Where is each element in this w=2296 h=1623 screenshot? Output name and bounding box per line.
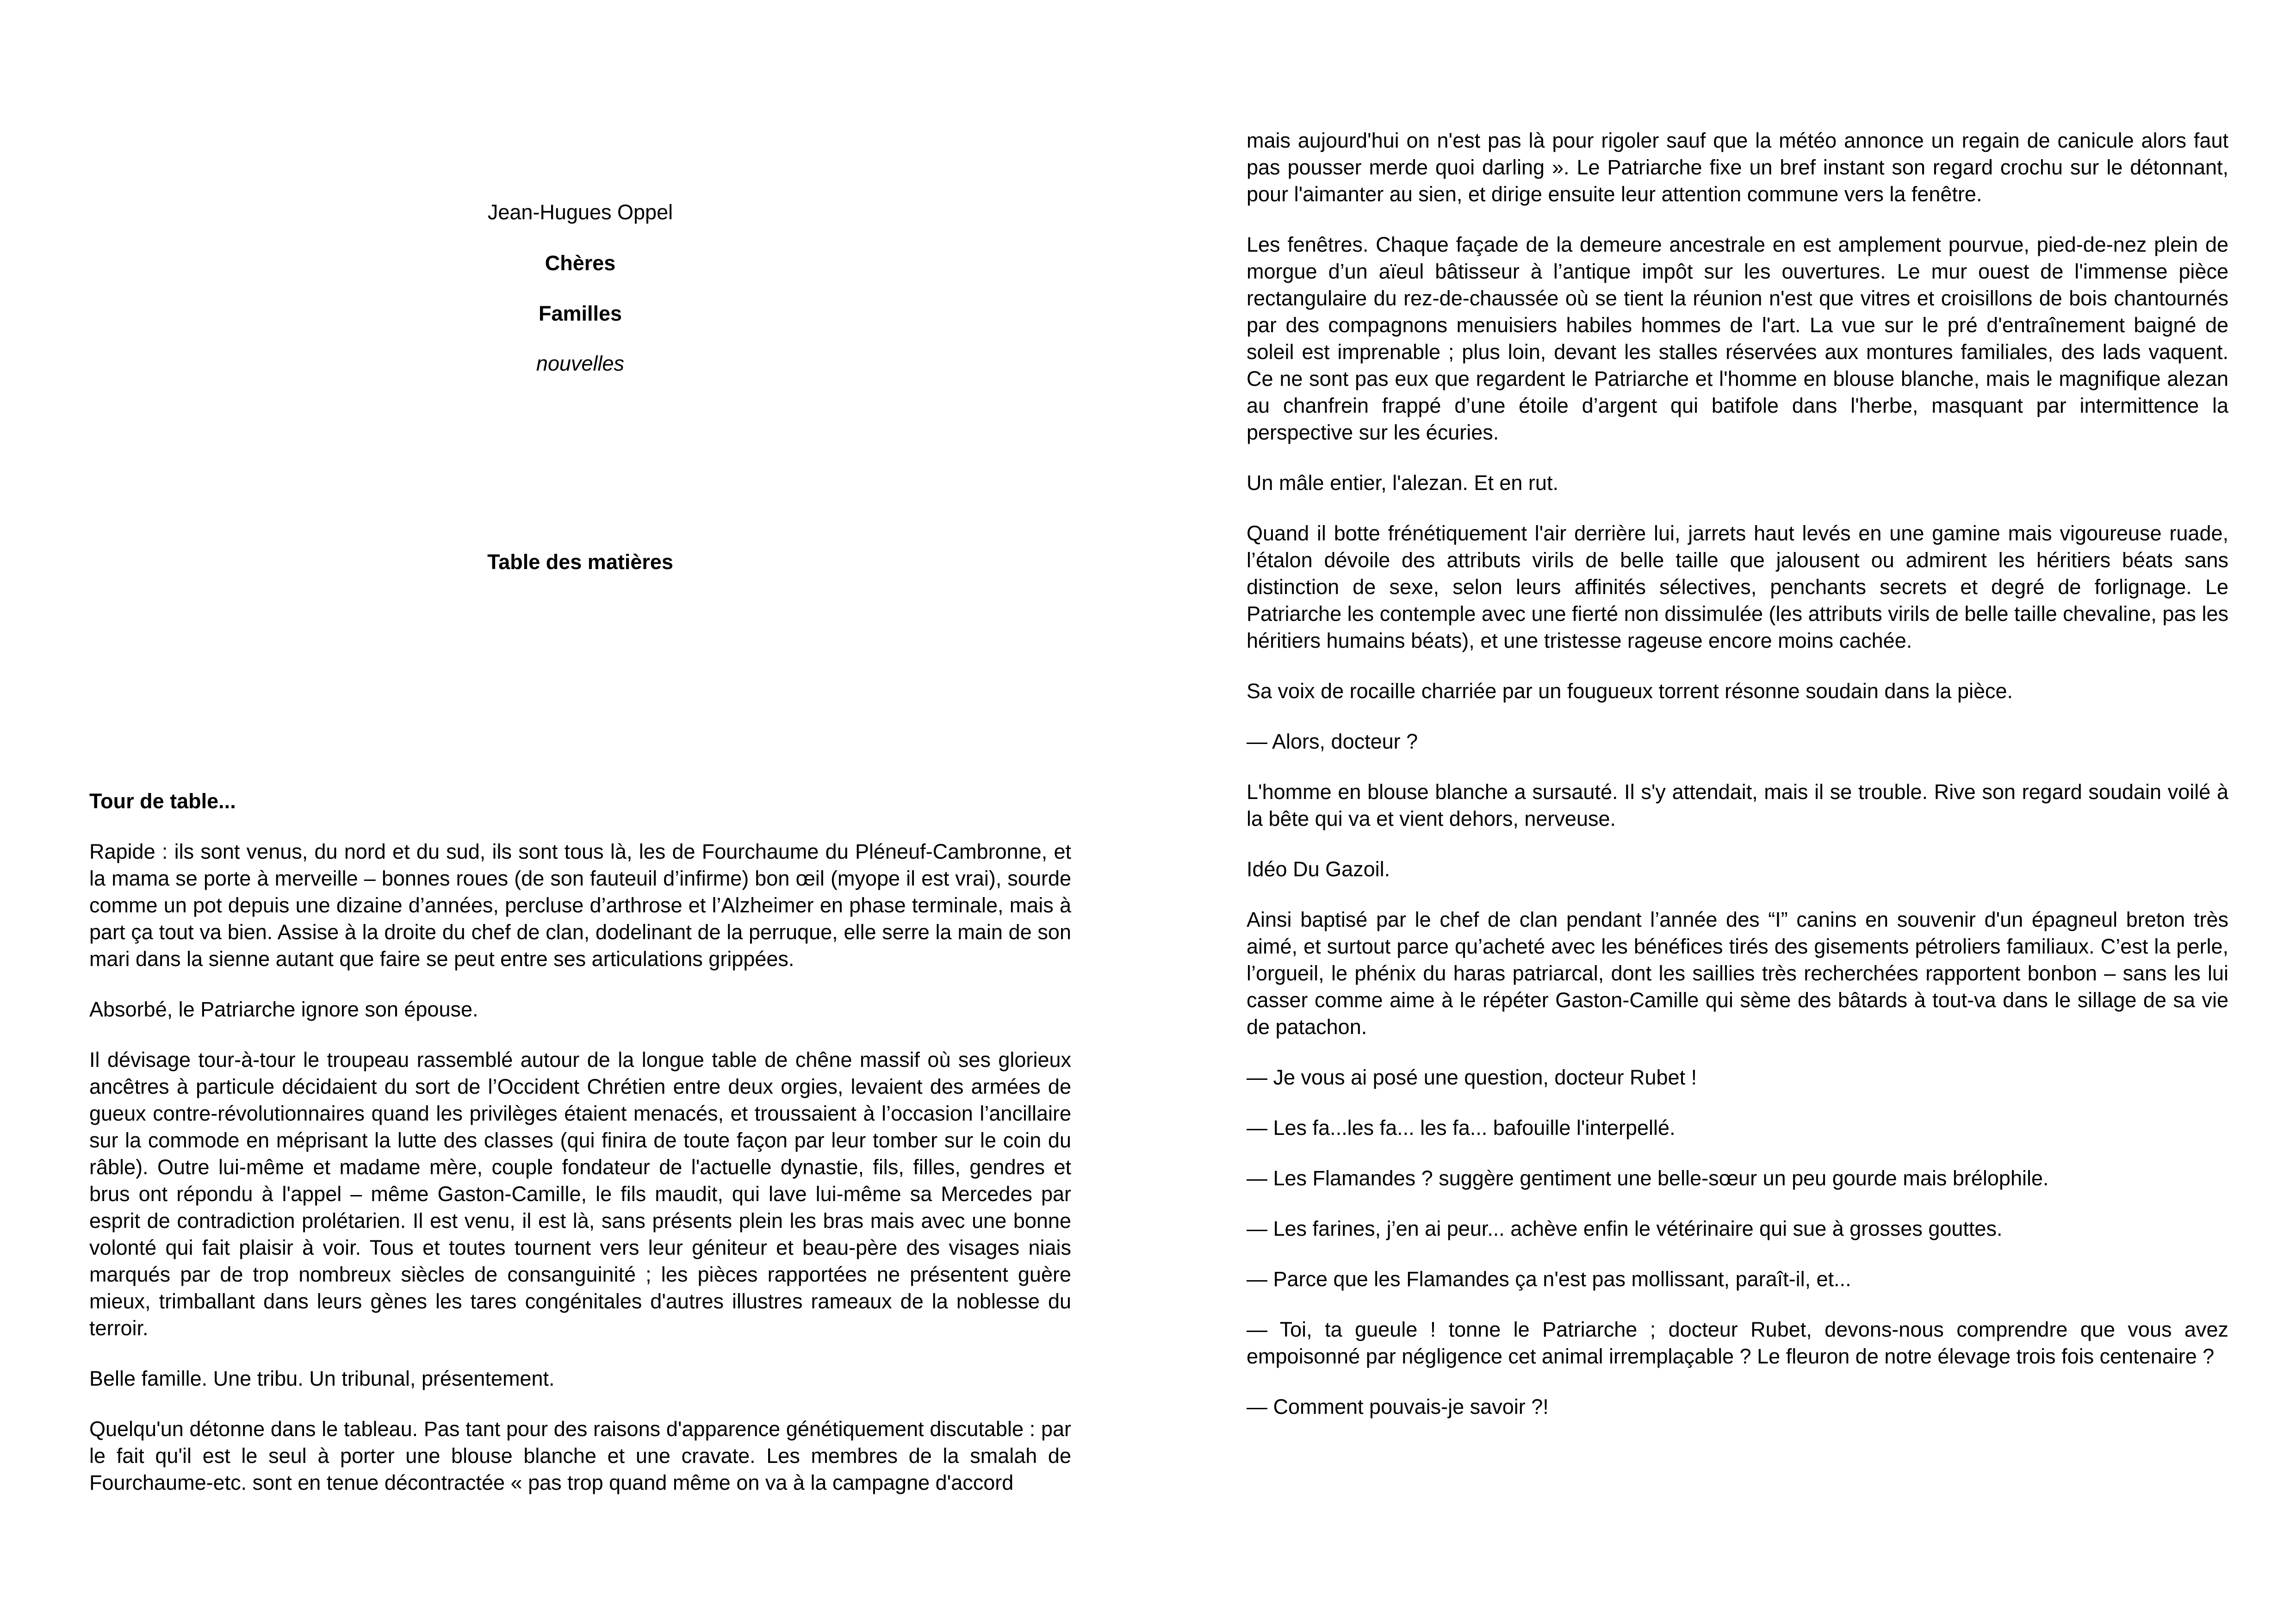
toc-heading: Table des matières [487,550,673,574]
paragraph: Un mâle entier, l'alezan. Et en rut. [1247,471,1558,495]
subtitle: nouvelles [536,352,625,375]
paragraph: L'homme en blouse blanche a sursauté. Il s'y attendait, mais il se trouble. Rive son regard soudain voilé à la bête qui va et vient dehors, nerveuse. [1247,780,2228,830]
dialogue-line: — Les farines, j’en ai peur... achève enfin le vétérinaire qui sue à grosses gouttes. [1247,1217,2003,1240]
dialogue-line: — Parce que les Flamandes ça n'est pas mollissant, paraît-il, et... [1247,1267,1851,1291]
dialogue-line: — Comment pouvais-je savoir ?! [1247,1395,1549,1419]
paragraph: mais aujourd'hui on n'est pas là pour rigoler sauf que la météo annonce un regain de canicule alors faut pas pousser merde quoi darling ». Le Patriarche fixe un bref instant son regard crochu sur le détonnant, pour l'aimanter au sien, et dirige ensuite leur attention commune vers la fenêtre. [1247,129,2228,206]
dialogue-line: — Toi, ta gueule ! tonne le Patriarche ; docteur Rubet, devons-nous comprendre que vous avez empoisonné par négligence cet animal irremplaçable ? Le fleuron de notre élevage trois fois centenaire ? [1247,1318,2228,1368]
paragraph: Sa voix de rocaille charriée par un fougueux torrent résonne soudain dans la pièce. [1247,679,2013,703]
paragraph: Quand il botte frénétiquement l'air derrière lui, jarrets haut levés en une gamine mais vigoureuse ruade, l’étalon dévoile des attributs virils de belle taille que jalousent ou admirent les héritiers béats sans distinction de sexe, selon leurs affinités sélectives, penchants secrets et degré de forlignage. Le Patriarche les contemple avec une fierté non dissimulée (les attributs virils de belle taille chevaline, pas les héritiers humains béats), et une tristesse rageuse encore moins cachée. [1247,521,2228,652]
dialogue-line: — Les Flamandes ? suggère gentiment une belle-sœur un peu gourde mais brélophile. [1247,1166,2049,1190]
right-page [1247,127,2228,1444]
section-heading: Tour de table... [89,789,236,813]
dialogue-line: — Alors, docteur ? [1247,730,1418,753]
dialogue-line: — Je vous ai posé une question, docteur Rubet ! [1247,1065,1697,1089]
title-line-1: Chères [545,251,616,275]
dialogue-line: — Les fa...les fa... les fa... bafouille l'interpellé. [1247,1116,1675,1140]
story-body-left [89,788,1071,1496]
paragraph: Il dévisage tour-à-tour le troupeau rassemblé autour de la longue table de chêne massif où ses glorieux ancêtres à particule décidaient du sort de l’Occident Chrétien entre deux orgies, levaient des armées de gueux contre-révolutionnaires quand les privilèges étaient menacés, et troussaient à l’occasion l’ancillaire sur la commode en méprisant la lutte des classes (qui finira de toute façon par leur tomber sur le coin du râble). Outre lui-même et madame mère, couple fondateur de l'actuelle dynastie, fils, filles, gendres et brus ont répondu à l'appel – même Gaston-Camille, le fils maudit, qui lave lui-même sa Mercedes par esprit de contradiction prolétarien. Il est venu, il est là, sans présents plein les bras mais avec une bonne volonté qui fait plaisir à voir. Tous et toutes tournent vers leur géniteur et beau-père des visages niais marqués par de trop nombreux siècles de consanguinité ; les pièces rapportées ne présentent guère mieux, trimballant dans leurs gènes les tares congénitales d'autres illustres rameaux de la noblesse du terroir. [89,1048,1071,1340]
paragraph: Quelqu'un détonne dans le tableau. Pas tant pour des raisons d'apparence génétiquement discutable : par le fait qu'il est le seul à porter une blouse blanche et une cravate. Les membres de la smalah de Fourchaume-etc. sont en tenue décontractée « pas trop quand même on va à la campagne d'accord [89,1417,1071,1494]
paragraph: Absorbé, le Patriarche ignore son épouse. [89,997,478,1021]
paragraph: Idéo Du Gazoil. [1247,857,1390,881]
paragraph: Les fenêtres. Chaque façade de la demeure ancestrale en est amplement pourvue, pied-de-nez plein de morgue d’un aïeul bâtisseur à l’antique impôt sur les ouvertures. Le mur ouest de l'immense pièce rectangulaire du rez-de-chaussée où se tient la réunion n'est que vitres et croisillons de bois chantournés par des compagnons menuisiers habiles hommes de l'art. La vue sur le pré d'entraînement baigné de soleil est imprenable ; plus loin, devant les stalles réservées aux montures familiales, des lads vaquent. Ce ne sont pas eux que regardent le Patriarche et l'homme en blouse blanche, mais le magnifique alezan au chanfrein frappé d’une étoile d’argent qui batifole dans l'herbe, masquant par intermittence la perspective sur les écuries. [1247,233,2228,444]
author-name: Jean-Hugues Oppel [487,200,673,224]
paragraph: Ainsi baptisé par le chef de clan pendant l’année des “I” canins en souvenir d'un épagneul breton très aimé, et surtout parce qu’acheté avec les bénéfices tirés des gisements pétroliers familiaux. C’est la perle, l’orgueil, le phénix du haras patriarcal, dont les saillies très recherchées rapportent bonbon – sans les lui casser comme aime à le répéter Gaston-Camille qui sème des bâtards à tout-va dans le sillage de sa vie de patachon. [1247,908,2228,1039]
paragraph: Rapide : ils sont venus, du nord et du sud, ils sont tous là, les de Fourchaume du Pléneuf-Cambronne, et la mama se porte à merveille – bonnes roues (de son fauteuil d’infirme) bon œil (myope il est vrai), sourde comme un pot depuis une dizaine d’années, percluse d’arthrose et l’Alzheimer en phase terminale, mais à part ça tout va bien. Assise à la droite du chef de clan, dodelinant de la perruque, elle serre la main de son mari dans la sienne autant que faire se peut entre ses articulations grippées. [89,840,1071,971]
title-line-2: Familles [538,302,622,325]
paragraph: Belle famille. Une tribu. Un tribunal, présentement. [89,1367,555,1390]
